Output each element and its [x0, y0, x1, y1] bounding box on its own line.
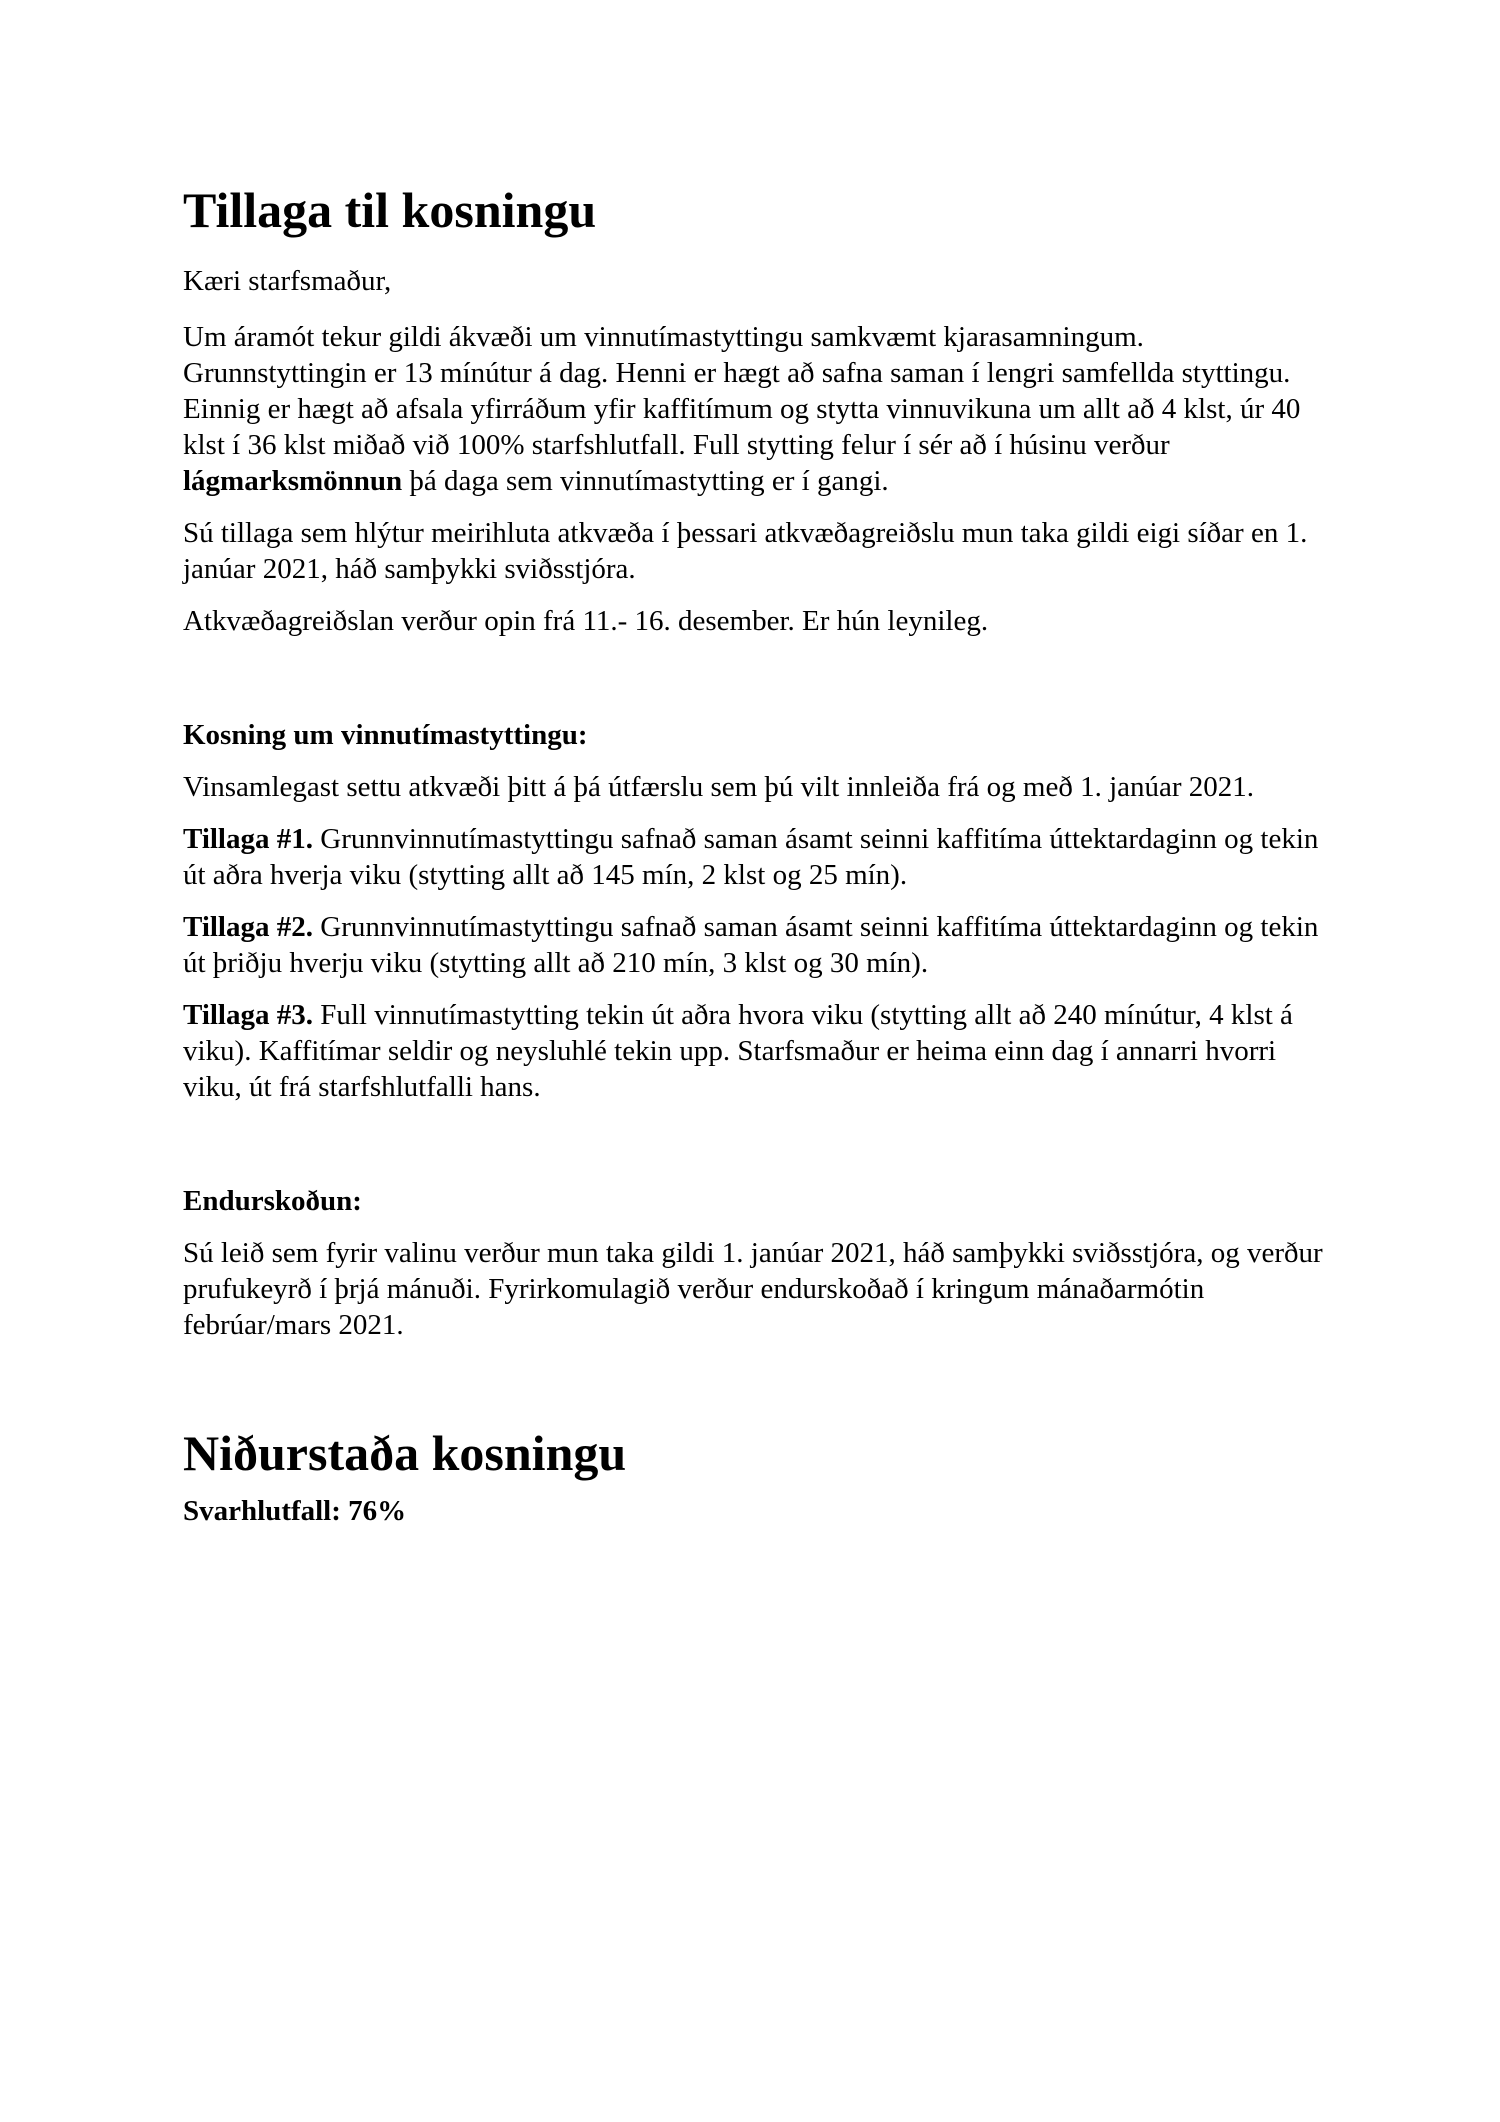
majority-paragraph: Sú tillaga sem hlýtur meirihluta atkvæða í þessari atkvæðagreiðslu mun taka gildi eigi síðar en 1. janúar 2021, háð samþykki sviðsstjóra.: [183, 517, 1308, 585]
proposal-1-label: Tillaga #1.: [183, 823, 313, 855]
vote-section-heading: Kosning um vinnutímastyttingu:: [183, 719, 588, 751]
proposal-3: [183, 997, 1333, 1105]
proposal-3-label: Tillaga #3.: [183, 999, 313, 1031]
review-paragraph: Sú leið sem fyrir valinu verður mun taka gildi 1. janúar 2021, háð samþykki sviðsstjóra, og verður prufukeyrð í þrjá mánuði. Fyrirkomulagið verður endurskoðað í kringum mánaðarmótin febrúar/mars 2021.: [183, 1237, 1323, 1341]
document-page: [183, 180, 1333, 1529]
document-title: Tillaga til kosningu: [183, 182, 597, 238]
vote-instructions: Vinsamlegast settu atkvæði þitt á þá útfærslu sem þú vilt innleiða frá og með 1. janúar 2021.: [183, 771, 1255, 803]
proposal-2-text: Grunnvinnutímastyttingu safnað saman ásamt seinni kaffitíma úttektardaginn og tekin út þriðju hverju viku (stytting allt að 210 mín, 3 klst og 30 mín).: [183, 911, 1319, 979]
proposal-1-text: Grunnvinnutímastyttingu safnað saman ásamt seinni kaffitíma úttektardaginn og tekin út aðra hverja viku (stytting allt að 145 mín, 2 klst og 25 mín).: [183, 823, 1319, 891]
proposal-2-label: Tillaga #2.: [183, 911, 313, 943]
review-heading: Endurskoðun:: [183, 1185, 362, 1217]
intro-text-part2: þá daga sem vinnutímastytting er í gangi.: [402, 465, 889, 497]
intro-paragraph: [183, 319, 1333, 499]
vote-period-paragraph: Atkvæðagreiðslan verður opin frá 11.- 16. desember. Er hún leynileg.: [183, 605, 989, 637]
response-rate: Svarhlutfall: 76%: [183, 1495, 407, 1527]
greeting: Kæri starfsmaður,: [183, 265, 392, 297]
intro-bold-term: lágmarksmönnun: [183, 465, 403, 497]
proposal-3-text: Full vinnutímastytting tekin út aðra hvora viku (stytting allt að 240 mínútur, 4 klst á viku). Kaffitímar seldir og neysluhlé tekin upp. Starfsmaður er heima einn dag í annarri hvorri viku, út frá starfshlutfalli hans.: [183, 999, 1293, 1103]
results-title: Niðurstaða kosningu: [183, 1425, 627, 1481]
intro-text-part1: Um áramót tekur gildi ákvæði um vinnutímastyttingu samkvæmt kjarasamningum. Grunnstyttingin er 13 mínútur á dag. Henni er hægt að safna saman í lengri samfellda styttingu. Einnig er hægt að afsala yfirráðum yfir kaffitímum og stytta vinnuvikuna um allt að 4 klst, úr 40 klst í 36 klst miðað við 100% starfshlutfall. Full stytting felur í sér að í húsinu verður: [183, 321, 1301, 461]
proposal-2: [183, 909, 1333, 981]
proposal-1: [183, 821, 1333, 893]
